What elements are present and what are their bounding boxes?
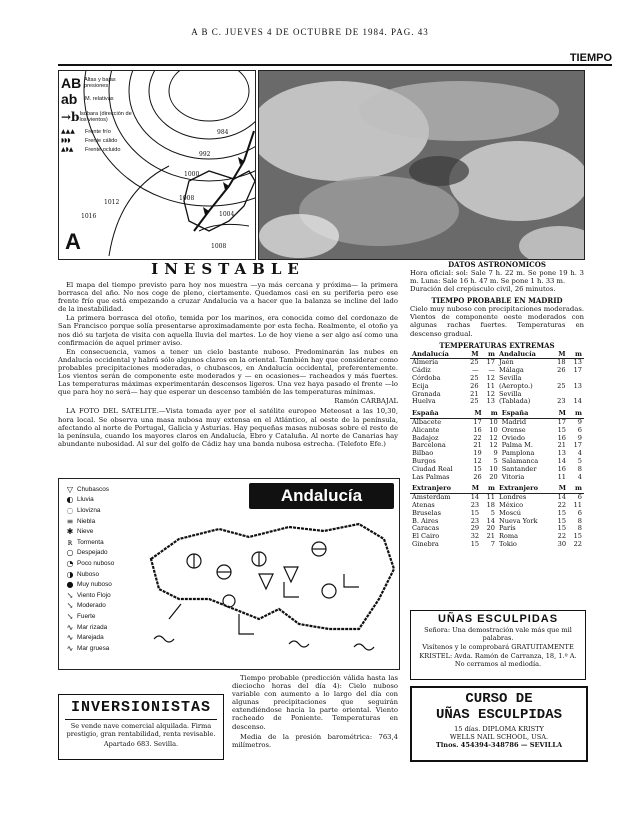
max-cell: 21 (473, 441, 482, 450)
high-pressure-letter: A (65, 229, 81, 254)
legend-symbol: ↘ (66, 590, 74, 600)
city-cell: Amsterdam (412, 493, 451, 502)
min-cell: 13 (486, 397, 495, 406)
legend-label: Nieve (77, 528, 94, 536)
map-legend-symbol: ab (61, 91, 78, 107)
extremes-title: TEMPERATURAS EXTREMAS (439, 340, 555, 350)
legend-symbol: ✱ (66, 527, 74, 537)
map-legend-label: Isobara (dirección de los vientos) (79, 111, 132, 123)
column-header: España (500, 410, 552, 418)
isobar-line (149, 71, 255, 139)
min-cell: 4 (577, 472, 582, 481)
legend-symbol: ◌ (66, 505, 74, 515)
city-cell: El Cairo (412, 532, 440, 541)
column-header: m (568, 410, 584, 418)
max-cell: 19 (473, 449, 482, 458)
city-cell: Barcelona (412, 441, 446, 450)
city-cell: Ecija (412, 381, 429, 390)
isobar-label: 1012 (104, 199, 120, 206)
min-cell: 12 (486, 389, 495, 398)
max-cell: 25 (557, 381, 566, 390)
max-cell: 32 (470, 532, 480, 541)
max-cell: 14 (557, 493, 567, 502)
max-cell: 17 (473, 418, 482, 427)
region-outline (151, 524, 394, 629)
isobar-line (169, 71, 249, 121)
column-header: M (552, 410, 568, 418)
ad-inversionistas (58, 694, 224, 760)
column-header: M (552, 485, 568, 493)
max-cell: 25 (470, 397, 479, 406)
column-header: M (551, 351, 567, 359)
min-cell: 5 (493, 457, 498, 466)
max-cell: 16 (473, 425, 482, 434)
min-cell: 8 (577, 516, 582, 525)
legend-label: Niebla (77, 517, 96, 525)
city-cell: Nueva York (498, 516, 538, 525)
max-cell: 23 (470, 516, 480, 525)
max-cell: 13 (557, 449, 566, 458)
map-legend-symbol: ◗◗◗ (61, 137, 71, 144)
legend-label: Tormenta (77, 538, 104, 546)
min-cell: 6 (577, 493, 582, 502)
city-cell: Palma M. (501, 441, 533, 450)
max-cell: 21 (557, 441, 566, 450)
legend-label: Despejado (77, 549, 108, 557)
column-header: Andalucía (497, 351, 551, 359)
article-paragraph: La primera borrasca del otoño, temida por los marinos, era conocida como del cordonazo de San Francisco porque solía presentarse aproximadamente por esta fecha. Realmente, el otoño ya nos dió su tarjeta de visita con aquella lluvia del martes. Lo de hoy viene a ser algo así como una confirmación de aquel primer aviso. (58, 314, 398, 347)
isobar-label: 1000 (184, 171, 200, 178)
max-cell: 23 (470, 501, 480, 509)
extranjero-temperature-table (410, 485, 584, 548)
satellite-photo (258, 70, 585, 260)
column-header: España (410, 410, 468, 418)
article (58, 260, 398, 449)
legend-symbol: ↘ (66, 601, 74, 611)
min-cell: 9 (577, 418, 582, 427)
min-cell: 10 (489, 425, 498, 434)
max-cell: 15 (557, 425, 566, 434)
max-cell: 18 (557, 358, 566, 367)
min-cell: 11 (573, 501, 582, 509)
min-cell: 12 (489, 433, 498, 442)
wind-arrow (284, 582, 299, 597)
legend-label: Mar gruesa (77, 644, 110, 652)
article-paragraph: LA FOTO DEL SATELITE.—Vista tomada ayer por el satélite europeo Meteosat a las 10,30, hora local. Se observa una masa nubosa muy extensa en el Atlántico, al oeste de la península, afectando al norte de Portugal, Galicia y Asturias. Hay pequeñas masas nubosas sobre el resto de la península, cuando los mayores claros en Andalucía, Ebro y Cataluña. Al norte de Canarias hay abundante nubosidad. Al sur del golfo de Cádiz hay una banda nubosa estrecha. (Telefoto Efe.) (58, 407, 398, 448)
city-cell: Salamanca (501, 457, 539, 466)
city-cell: Cádiz (412, 366, 431, 375)
legend-label: Fuerte (77, 612, 96, 620)
sea-wave (289, 641, 309, 647)
ad-text: Se vende nave comercial alquilada. Firma prestigio, gran rentabilidad, renta revisable. (65, 719, 217, 738)
city-cell: Caracas (412, 524, 440, 533)
city-cell: Granada (412, 389, 441, 398)
city-cell: Pamplona (501, 449, 535, 458)
city-cell: Huelva (412, 397, 436, 406)
satellite-cloud-svg (259, 71, 584, 259)
max-cell: 26 (473, 472, 482, 481)
astro-text: Hora oficial: sol: Sale 7 h. 22 m. Se pone 19 h. 3 m. Luna: Sale 16 h. 47 m. Se pone 1 h. 33 m. (410, 269, 584, 286)
weather-symbol (223, 595, 235, 607)
min-cell: 13 (573, 381, 582, 390)
max-cell: 15 (470, 539, 480, 548)
min-cell: 17 (573, 441, 582, 450)
min-cell: 5 (577, 457, 582, 466)
min-cell: 12 (489, 441, 498, 450)
ad-line: Tlnos. 454394-348786 — SEVILLA (435, 741, 563, 749)
article-body (58, 281, 398, 448)
column-header: Extranjero (410, 485, 465, 493)
min-cell: 5 (490, 508, 495, 517)
legend-label: Llovizna (77, 506, 101, 514)
isobar-label: 1008 (179, 195, 195, 202)
min-cell: 8 (577, 464, 582, 473)
max-cell: 17 (557, 418, 566, 427)
map-legend-label: Frente frío (85, 128, 111, 135)
min-cell: 13 (573, 358, 582, 367)
max-cell: 16 (557, 433, 566, 442)
astro-duration: Duración del crepúsculo civil, 26 minutos. (410, 285, 556, 294)
city-cell: Almería (412, 358, 439, 367)
header-rule (58, 64, 612, 66)
max-cell: 30 (557, 539, 567, 548)
ad-title: CURSO DE (465, 691, 533, 707)
min-cell: 17 (573, 366, 582, 375)
article-title: INESTABLE (151, 260, 305, 278)
legend-label: Chubascos (77, 485, 109, 493)
legend-symbol: ʀ (67, 537, 73, 547)
ad-title: INVERSIONISTAS (70, 699, 212, 716)
city-cell: Moscú (498, 508, 522, 517)
legend-symbol: ∿ (66, 633, 74, 643)
column-header: Extranjero (497, 485, 552, 493)
legend-symbol: ○ (66, 548, 74, 558)
city-cell: Oviedo (501, 433, 526, 442)
article-paragraph: El mapa del tiempo previsto para hoy nos muestra —ya más cercana y próxima— la primera borrasca del año. No nos coge de pleno, ciertamente. Quedamos casi en su periferia pero ese frente frío que está empezando a cruzar Andalucía va a hacer que la balanza se incline del lado de la inestabilidad. (58, 281, 398, 314)
weather-map (58, 70, 256, 260)
city-cell: Las Palmas (412, 472, 450, 481)
legend-label: Muy nuboso (77, 581, 112, 589)
table-row (410, 541, 584, 549)
legend-symbol: ∿ (66, 622, 74, 632)
city-cell: Burgos (412, 457, 436, 466)
min-cell: 8 (577, 524, 582, 533)
column-header: M (465, 485, 481, 493)
ad-line: WELLS NAIL SCHOOL, USA. (449, 733, 549, 741)
weather-symbol (284, 567, 298, 582)
max-cell: 26 (557, 366, 566, 375)
city-cell: (Tablada) (498, 397, 531, 406)
legend-label: Mar rizada (77, 623, 108, 631)
andalucia-map (58, 478, 400, 670)
min-cell: — (488, 366, 495, 375)
column-header: m (568, 351, 584, 359)
legend-label: Poco nuboso (77, 559, 115, 567)
isobar-label: 1004 (219, 211, 235, 218)
min-cell: 7 (490, 539, 495, 548)
max-cell: 14 (470, 493, 480, 502)
espana-temperature-table (410, 410, 584, 481)
max-cell: — (471, 366, 479, 375)
max-cell: 15 (470, 508, 480, 517)
map-legend (61, 75, 139, 154)
max-cell: 15 (557, 524, 567, 533)
city-cell: Sevilla (498, 374, 522, 383)
city-cell: Atenas (412, 501, 435, 509)
legend-label: Moderado (77, 602, 106, 610)
ad-line: KRISTEL: Avda. Ramón de Carranza, 18, 1.º A. No cerramos al mediodía. (419, 652, 577, 668)
map-legend-symbol: AB (61, 75, 82, 91)
min-cell: 20 (489, 472, 498, 481)
min-cell: 20 (486, 524, 495, 533)
column-header: m (568, 485, 584, 493)
min-cell: 6 (577, 425, 582, 434)
max-cell: 26 (470, 381, 479, 390)
max-cell: 22 (473, 433, 482, 442)
map-legend-symbol: →b (61, 110, 80, 124)
city-cell: B. Aires (412, 516, 439, 525)
min-cell: 6 (577, 508, 582, 517)
city-cell: Madrid (501, 418, 527, 427)
ad-title: UÑAS ESCULPIDAS (435, 707, 563, 723)
city-cell: Albacete (412, 418, 442, 427)
ad-line: Visítenos y le comprobará GRATUITAMENTE (422, 643, 574, 651)
city-cell: México (498, 501, 524, 509)
max-cell: 21 (470, 389, 479, 398)
min-cell: 17 (486, 358, 495, 367)
legend-symbol: ● (66, 580, 74, 590)
forecast-pressure: Media de la presión barométrica: 763,4 milímetros. (232, 732, 398, 749)
column-header: m (481, 485, 497, 493)
column-header: M (468, 410, 484, 418)
ad-title: UÑAS ESCULPIDAS (437, 613, 559, 625)
isobar-label: 984 (217, 129, 229, 136)
weather-symbol (322, 584, 336, 598)
forecast-text: Tiempo probable (predicción válida hasta las dieciocho horas del día 4): Cielo nuboso variable con aumento a lo largo del día con algunas precipitaciones que seguirán extendiéndose hacia la parte oriental. Viento racheado de Poniente. Temperaturas en descenso. (232, 674, 398, 731)
min-cell: 12 (486, 374, 495, 383)
city-cell: Bilbao (412, 449, 434, 458)
city-cell: Ginebra (412, 539, 439, 548)
isobar-line (109, 166, 169, 256)
city-cell: Bruselas (412, 508, 441, 517)
legend-label: Viento Flojo (77, 591, 111, 599)
ad-contact: Apartado 683. Sevilla. (103, 740, 179, 748)
front-marker (223, 182, 229, 190)
max-cell: 23 (557, 397, 566, 406)
table-row (410, 398, 584, 406)
forecast (232, 674, 398, 749)
city-cell: Santander (501, 464, 537, 473)
weather-symbol (259, 574, 273, 589)
map-legend-label: Altas y bajas presiones (83, 77, 116, 89)
map-legend-symbol: ▲◗▲ (61, 146, 74, 153)
ad-line: 15 días. DIPLOMA KRISTY (454, 725, 544, 733)
isobar-label: 992 (199, 151, 211, 158)
city-cell: Badajoz (412, 433, 439, 442)
column-header: m (481, 351, 497, 359)
sea-wave (154, 636, 174, 642)
max-cell: 12 (473, 457, 482, 466)
legend-label: Nuboso (77, 570, 100, 578)
city-cell: Córdoba (412, 374, 441, 383)
legend-symbol: ↘ (66, 611, 74, 621)
andalucia-temperature-table (410, 351, 584, 407)
max-cell: 14 (557, 457, 566, 466)
min-cell: 9 (493, 449, 498, 458)
min-cell: 10 (489, 464, 498, 473)
max-cell: 25 (470, 374, 479, 383)
city-cell: Málaga (498, 366, 524, 375)
legend-symbol: ◔ (66, 558, 74, 568)
article-signature: Ramón CARBAJAL (334, 397, 398, 406)
right-column (410, 260, 584, 549)
wind-arrow (344, 574, 359, 587)
city-cell: Londres (498, 493, 527, 502)
min-cell: 15 (573, 532, 582, 541)
city-cell: Vitoria (501, 472, 525, 481)
map-legend-label: Frente cálido (85, 137, 118, 144)
isobar-line (129, 71, 255, 159)
legend-symbol: ∿ (66, 643, 74, 653)
city-cell: Orense (501, 425, 526, 434)
map-legend-symbol: ▲▲▲ (61, 128, 75, 135)
city-cell: Sevilla (498, 389, 522, 398)
city-cell: París (498, 524, 516, 533)
column-header: Andalucía (410, 351, 464, 359)
min-cell: 10 (489, 418, 498, 427)
min-cell: 22 (573, 539, 582, 548)
madrid-text: Cielo muy nuboso con precipitaciones moderadas. Vientos de componente oeste moderados con algunas rachas fuertes. Temperaturas en descenso gradual. (410, 305, 584, 338)
min-cell: 11 (486, 381, 495, 390)
map-legend-label: M. relativas (85, 96, 114, 102)
max-cell: 22 (557, 532, 567, 541)
legend-label: Marejada (77, 634, 104, 642)
max-cell: 15 (557, 508, 567, 517)
min-cell: 18 (486, 501, 495, 509)
andalucia-legend (63, 484, 114, 654)
max-cell: 22 (557, 501, 567, 509)
table-row (410, 474, 584, 482)
min-cell: 9 (577, 433, 582, 442)
andalucia-map-title: Andalucía (249, 483, 394, 509)
max-cell: 15 (473, 464, 482, 473)
madrid-title: TIEMPO PROBABLE EN MADRID (431, 296, 563, 306)
map-legend-label: Frente ocluido (85, 146, 121, 153)
city-cell: Roma (498, 532, 519, 541)
min-cell: 4 (577, 449, 582, 458)
min-cell: 11 (486, 493, 495, 502)
legend-symbol: ◐ (66, 495, 74, 505)
city-cell: Jaén (498, 358, 514, 367)
city-cell: (Aeropto.) (498, 381, 533, 390)
section-title: TIEMPO (569, 52, 612, 64)
min-cell: 14 (486, 516, 495, 525)
wind-arrow (169, 604, 181, 619)
legend-symbol: ◑ (66, 569, 74, 579)
page-header: A B C. JUEVES 4 DE OCTUBRE DE 1984. PAG. 43 (191, 27, 429, 37)
min-cell: 14 (573, 397, 582, 406)
sea-wave (354, 644, 374, 650)
astro-title: DATOS ASTRONOMICOS (448, 260, 546, 269)
ad-line: Señora: Una demostración vale más que mil palabras. (424, 626, 572, 642)
article-paragraph: En consecuencia, vamos a tener un cielo bastante nuboso. Predominarán las nubes en Andalucía occidental y habrá sólo algunos claros en la oriental. También hay que considerar como probables precipitaciones moderadas, o chubascos, en Andalucía occidental, preferentemente. Los vientos serán de componente este moderados y — en ocasiones— racheados y más fuertes. Las temperaturas máximas experimentarán descensos ligeros. Una vez haya pasado el frente —lo que para hoy no será— hay que esperar un descenso también de las temperaturas mínimas. (58, 347, 398, 397)
city-cell: Tokio (498, 539, 517, 548)
city-cell: Alicante (412, 425, 440, 434)
isobar-label: 1008 (211, 243, 227, 250)
max-cell: 25 (470, 358, 479, 367)
max-cell: 11 (557, 472, 566, 481)
legend-symbol: ≡ (66, 516, 74, 526)
legend-label: Lluvia (77, 496, 94, 504)
min-cell: 21 (486, 532, 495, 541)
ad-curso-unas (410, 686, 588, 762)
isobar-label: 1016 (81, 213, 97, 220)
column-header: M (464, 351, 480, 359)
max-cell: 16 (557, 464, 566, 473)
ad-unas-esculpidas (410, 610, 586, 680)
max-cell: 15 (557, 516, 567, 525)
legend-symbol: ▽ (66, 484, 74, 494)
column-header: m (484, 410, 500, 418)
city-cell: Ciudad Real (412, 464, 453, 473)
max-cell: 29 (470, 524, 480, 533)
